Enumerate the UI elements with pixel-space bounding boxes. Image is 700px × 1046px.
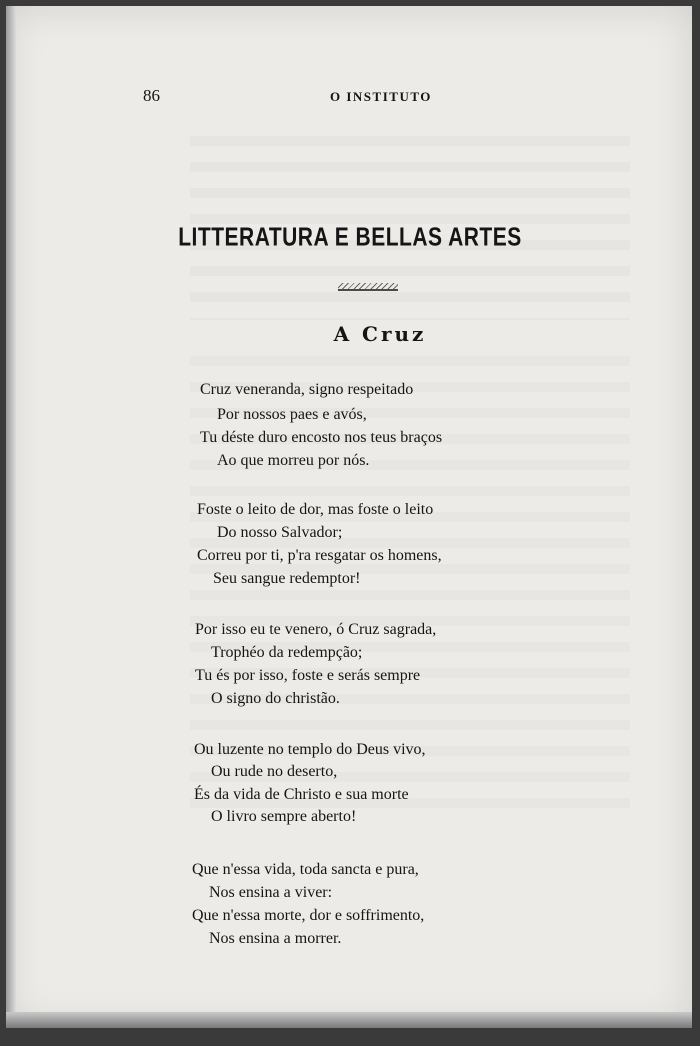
running-head: O INSTITUTO xyxy=(330,89,432,104)
poem-line: Do nosso Salvador; xyxy=(217,524,343,541)
ornamental-rule xyxy=(338,283,398,291)
poem-line: Tu és por isso, foste e serás sempre xyxy=(195,667,421,684)
page-spine-shadow xyxy=(6,6,16,1028)
poem-line: Ao que morreu por nós. xyxy=(217,452,370,469)
poem-line: Foste o leito de dor, mas foste o leito xyxy=(197,501,434,518)
poem-line: O signo do christão. xyxy=(211,690,340,707)
poem-line: Ou rude no deserto, xyxy=(211,763,338,780)
poem-title: A Cruz xyxy=(333,322,427,346)
poem-line: Correu por ti, p'ra resgatar os homens, xyxy=(197,547,442,564)
section-heading: LITTERATURA E BELLAS ARTES xyxy=(178,223,522,252)
poem-line: És da vida de Christo e sua morte xyxy=(194,786,409,803)
poem-line: Por isso eu te venero, ó Cruz sagrada, xyxy=(195,621,437,638)
page-bottom-edge xyxy=(6,1012,692,1028)
bleed-through-texture xyxy=(190,120,630,320)
poem-line: O livro sempre aberto! xyxy=(211,808,357,825)
poem-line: Trophéo da redempção; xyxy=(211,644,363,661)
poem-line: Que n'essa morte, dor e soffrimento, xyxy=(192,907,425,924)
poem-line: Nos ensina a viver: xyxy=(209,884,333,901)
poem-line: Nos ensina a morrer. xyxy=(209,930,342,947)
poem-line: Que n'essa vida, toda sancta e pura, xyxy=(192,861,419,878)
poem-line: Ou luzente no templo do Deus vivo, xyxy=(194,741,426,758)
page-number: 86 xyxy=(143,86,160,105)
poem-line: Cruz veneranda, signo respeitado xyxy=(200,381,414,398)
poem-line: Tu déste duro encosto nos teus braços xyxy=(200,429,443,446)
poem-line: Por nossos paes e avós, xyxy=(217,406,367,423)
poem-line: Seu sangue redemptor! xyxy=(213,570,361,587)
page-header xyxy=(0,86,700,110)
